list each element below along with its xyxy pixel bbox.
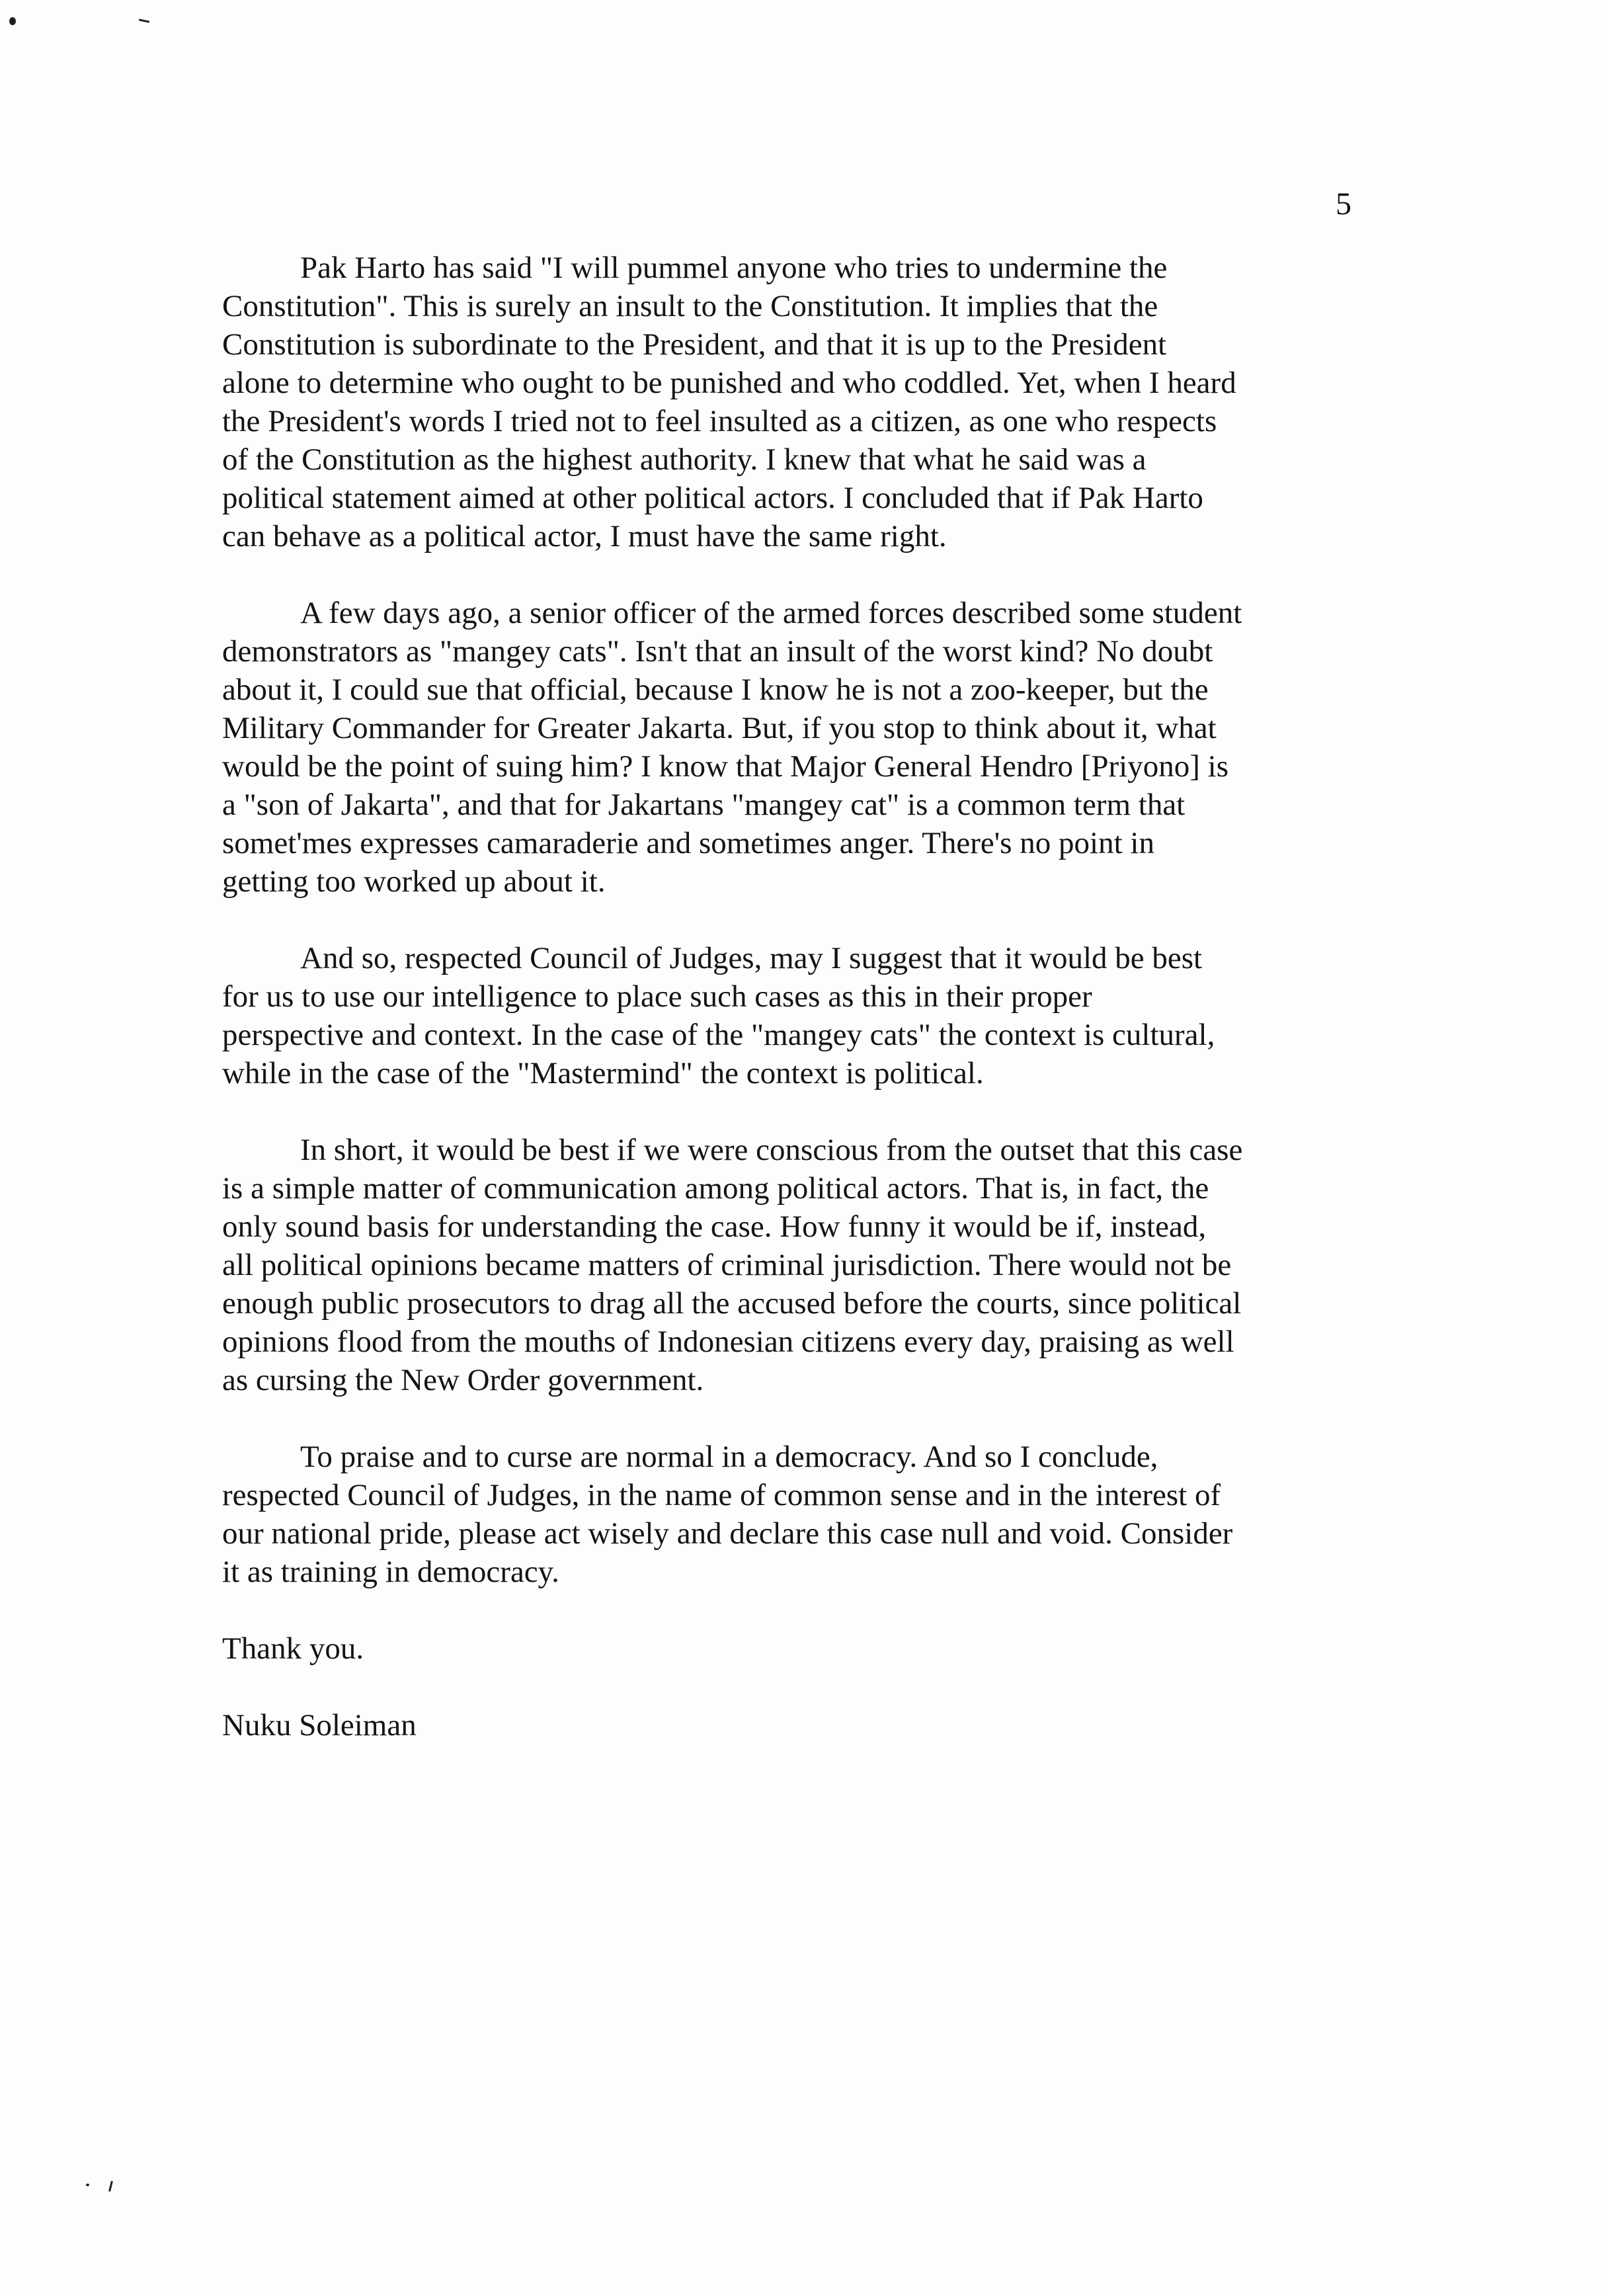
text-line: enough public prosecutors to drag all the accused before the courts, since political bbox=[222, 1286, 1242, 1321]
paragraph bbox=[222, 1438, 1373, 1591]
text-line: as cursing the New Order government. bbox=[222, 1363, 704, 1397]
closing-line: Thank you. bbox=[222, 1631, 364, 1666]
paragraph bbox=[222, 594, 1373, 901]
paragraph bbox=[222, 939, 1373, 1092]
text-line: political statement aimed at other political actors. I concluded that if Pak Harto bbox=[222, 481, 1203, 515]
text-line: getting too worked up about it. bbox=[222, 864, 606, 899]
scan-speck bbox=[108, 2181, 113, 2192]
text-line: opinions flood from the mouths of Indonesian citizens every day, praising as well bbox=[222, 1325, 1234, 1359]
text-line: respected Council of Judges, in the name of common sense and in the interest of bbox=[222, 1478, 1221, 1512]
scan-speck bbox=[9, 17, 16, 25]
page-number: 5 bbox=[1336, 186, 1351, 222]
text-line: somet'mes expresses camaraderie and sometimes anger. There's no point in bbox=[222, 826, 1154, 860]
text-line: is a simple matter of communication among political actors. That is, in fact, the bbox=[222, 1171, 1209, 1206]
text-line: A few days ago, a senior officer of the armed forces described some student bbox=[300, 596, 1242, 630]
text-line: demonstrators as "mangey cats". Isn't that an insult of the worst kind? No doubt bbox=[222, 634, 1213, 669]
paragraph bbox=[222, 249, 1373, 555]
text-line: all political opinions became matters of criminal jurisdiction. There would not be bbox=[222, 1248, 1232, 1282]
text-line: Military Commander for Greater Jakarta. But, if you stop to think about it, what bbox=[222, 711, 1217, 745]
text-line: To praise and to curse are normal in a democracy. And so I conclude, bbox=[300, 1440, 1158, 1474]
text-line: Pak Harto has said "I will pummel anyone who tries to undermine the bbox=[300, 251, 1168, 285]
text-line: alone to determine who ought to be punished and who coddled. Yet, when I heard bbox=[222, 366, 1236, 400]
text-line: In short, it would be best if we were conscious from the outset that this case bbox=[300, 1133, 1243, 1167]
text-line: would be the point of suing him? I know that Major General Hendro [Priyono] is bbox=[222, 749, 1228, 784]
scan-speck bbox=[139, 19, 149, 22]
signature-name: Nuku Soleiman bbox=[222, 1708, 417, 1742]
text-line: can behave as a political actor, I must have the same right. bbox=[222, 519, 947, 554]
text-line: Constitution is subordinate to the President, and that it is up to the President bbox=[222, 327, 1167, 362]
text-line: about it, I could sue that official, because I know he is not a zoo-keeper, but the bbox=[222, 673, 1209, 707]
text-line: it as training in democracy. bbox=[222, 1555, 559, 1589]
text-line: of the Constitution as the highest authority. I knew that what he said was a bbox=[222, 442, 1146, 477]
paragraph bbox=[222, 1131, 1373, 1399]
text-line: a "son of Jakarta", and that for Jakartans "mangey cat" is a common term that bbox=[222, 788, 1186, 822]
text-line: the President's words I tried not to feel insulted as a citizen, as one who respects bbox=[222, 404, 1217, 438]
text-line: for us to use our intelligence to place such cases as this in their proper bbox=[222, 979, 1092, 1014]
document-body bbox=[222, 249, 1373, 1783]
text-line: And so, respected Council of Judges, may I suggest that it would be best bbox=[300, 941, 1203, 975]
text-line: Constitution". This is surely an insult to the Constitution. It implies that the bbox=[222, 289, 1158, 323]
text-line: only sound basis for understanding the case. How funny it would be if, instead, bbox=[222, 1210, 1207, 1244]
text-line: perspective and context. In the case of the "mangey cats" the context is cultural, bbox=[222, 1018, 1215, 1052]
text-line: our national pride, please act wisely and declare this case null and void. Consider bbox=[222, 1516, 1233, 1551]
text-line: while in the case of the "Mastermind" the context is political. bbox=[222, 1056, 984, 1090]
scan-speck bbox=[86, 2184, 89, 2186]
